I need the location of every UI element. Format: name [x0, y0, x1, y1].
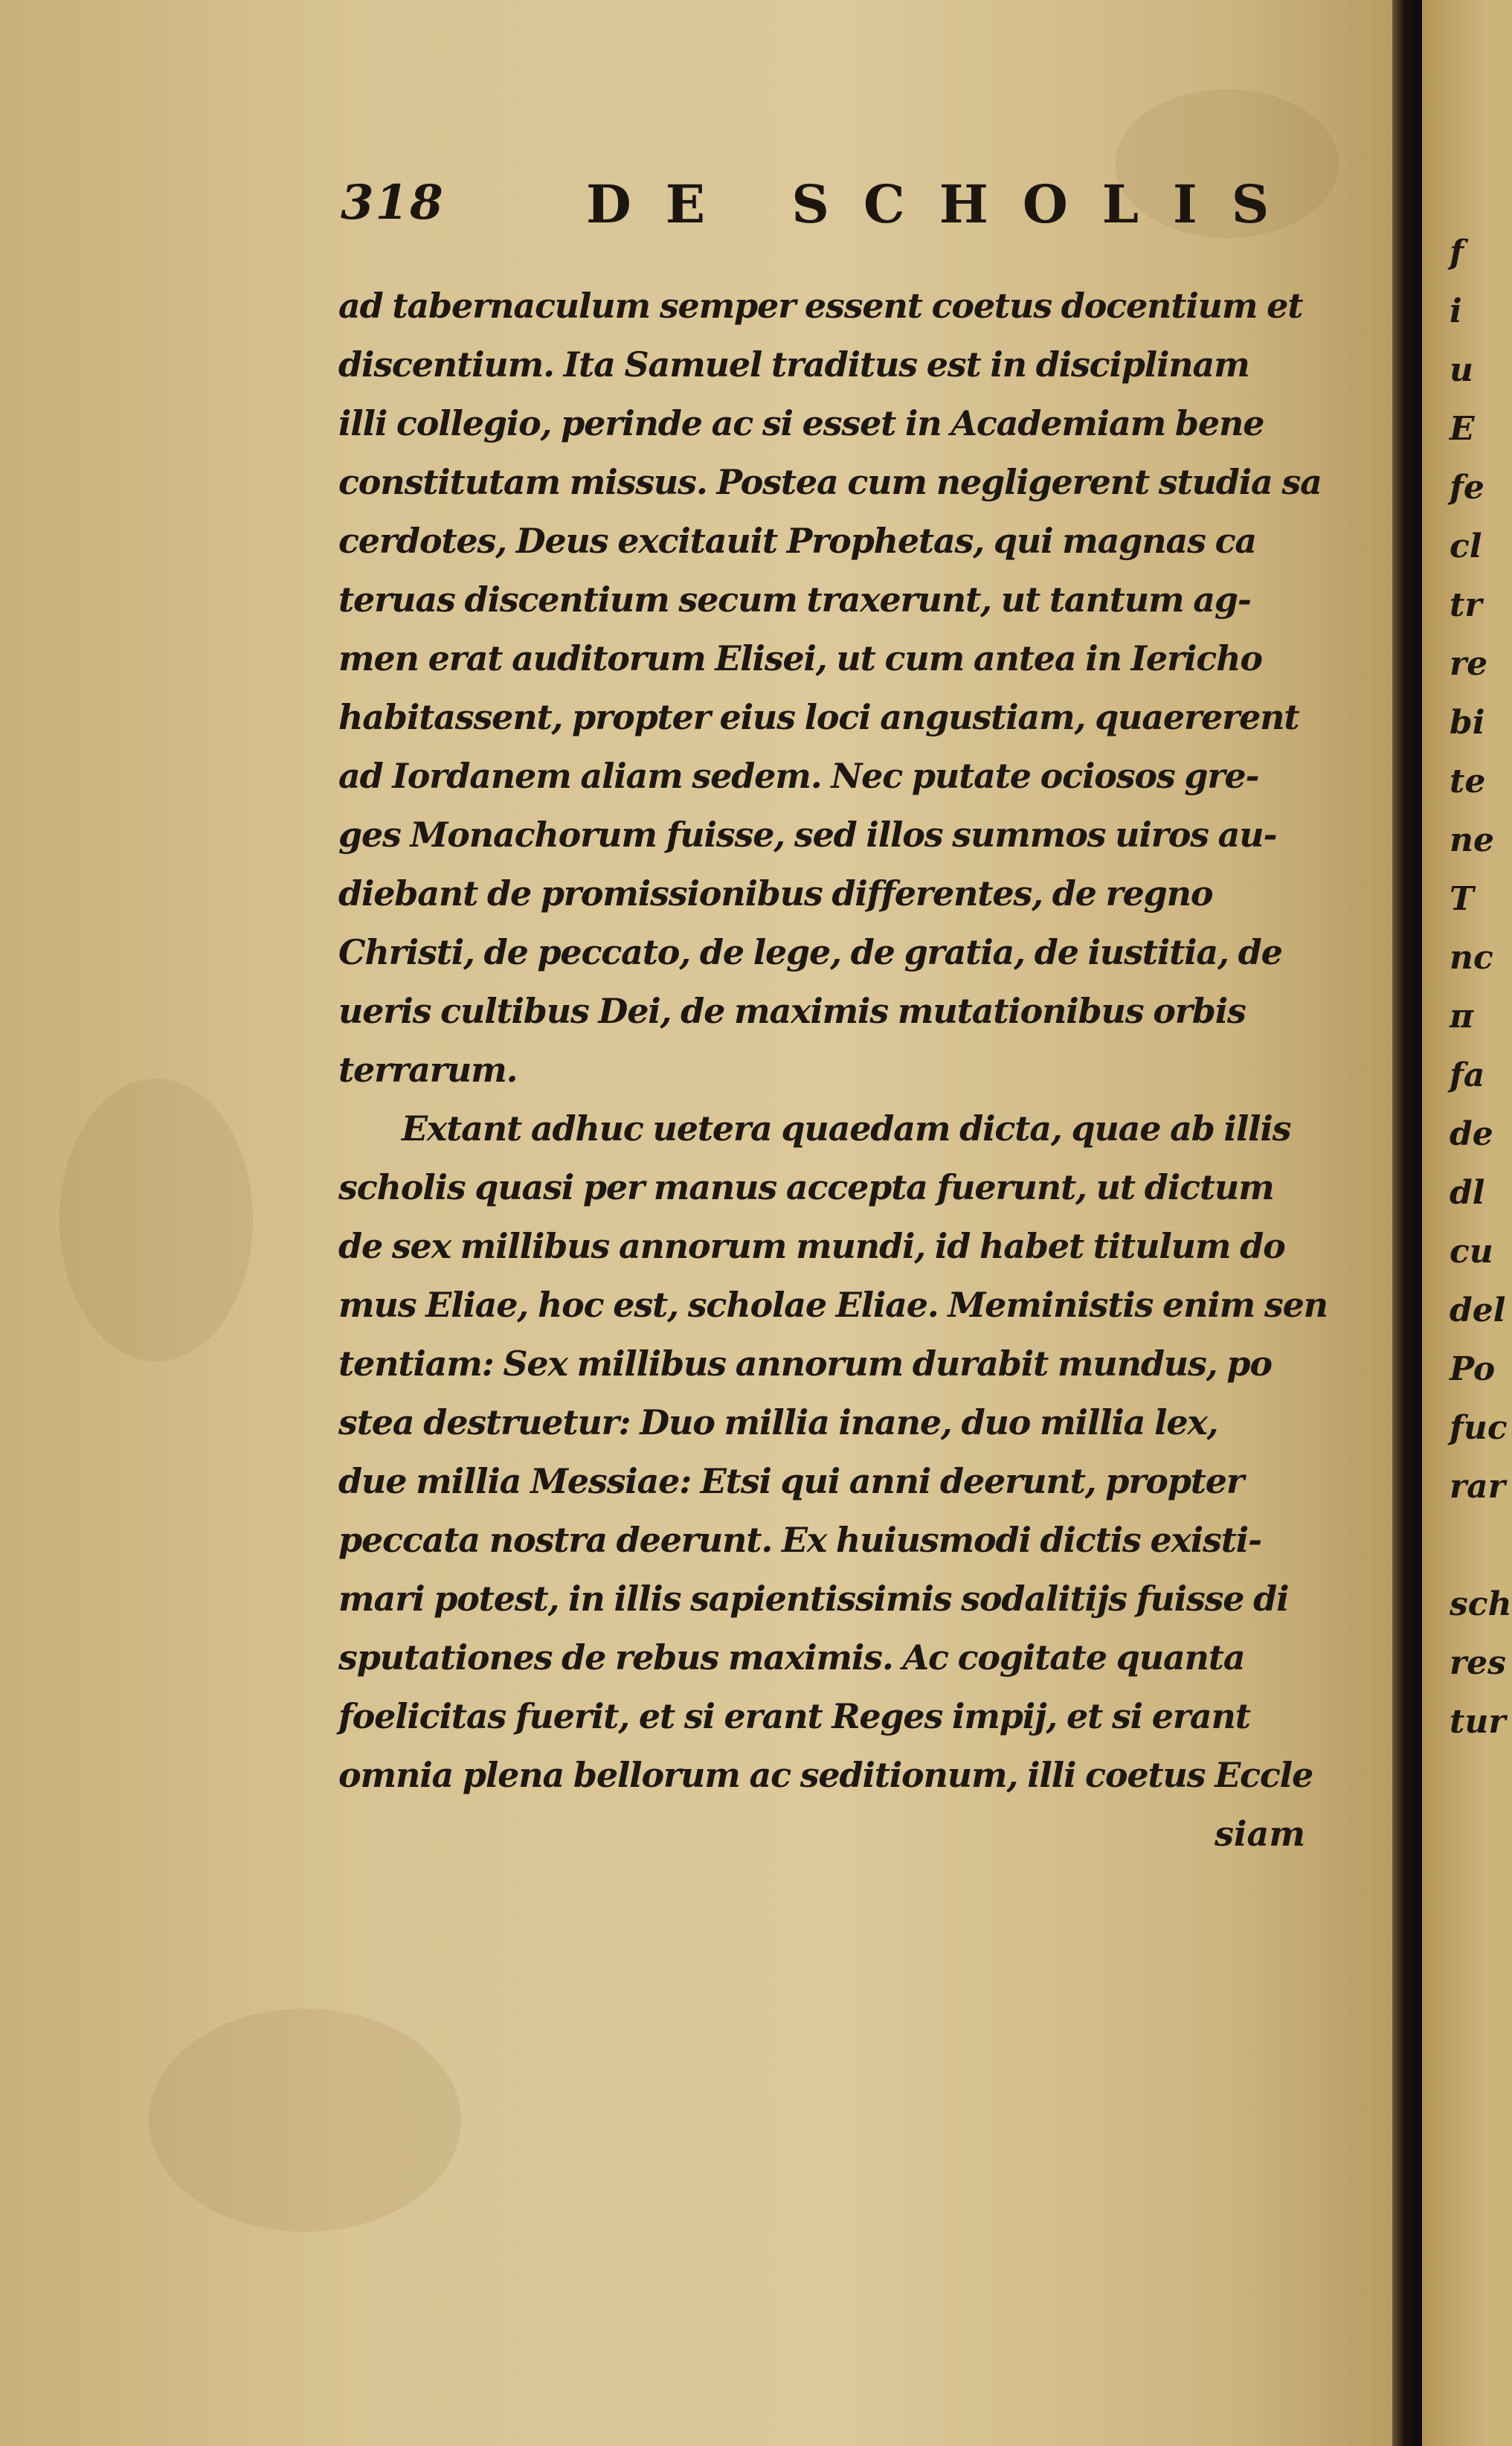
edge-fragment: rar	[1450, 1468, 1505, 1506]
text-line: diebant de promissionibus differentes, de regno	[338, 873, 1213, 914]
edge-fragment: te	[1450, 763, 1486, 800]
text-line: mari potest, in illis sapientissimis sodalitijs fuisse di	[338, 1579, 1289, 1619]
paragraph-start-line: Extant adhuc uetera quaedam dicta, quae ab illis	[402, 1108, 1291, 1149]
edge-fragment	[1439, 1516, 1499, 1575]
edge-fragment: dl	[1450, 1174, 1485, 1212]
page-header	[341, 160, 1304, 242]
text-line: scholis quasi per manus accepta fuerunt, ut dictum	[338, 1167, 1274, 1207]
edge-fragment: nc	[1450, 939, 1493, 977]
facing-page-text	[1439, 223, 1512, 1751]
edge-fragment: fuc	[1450, 1409, 1508, 1447]
text-line: constitutam missus. Postea cum negligerent studia sa	[338, 462, 1322, 502]
text-line: ueris cultibus Dei, de maximis mutationibus orbis	[338, 991, 1246, 1031]
text-line: sputationes de rebus maximis. Ac cogitate quanta	[338, 1637, 1245, 1678]
page-number: 318	[341, 175, 445, 231]
text-line: peccata nostra deerunt. Ex huiusmodi dictis existi-	[338, 1520, 1261, 1560]
edge-fragment: fe	[1450, 469, 1484, 507]
catchword: siam	[1215, 1814, 1305, 1854]
edge-fragment: Po	[1450, 1350, 1496, 1388]
edge-fragment: cu	[1450, 1233, 1493, 1271]
text-line: ad tabernaculum semper essent coetus docentium et	[338, 286, 1303, 326]
text-line: Christi, de peccato, de lege, de gratia, de iustitia, de	[338, 932, 1282, 972]
edge-fragment: sch	[1450, 1585, 1512, 1623]
edge-fragment: u	[1450, 351, 1473, 389]
edge-fragment: re	[1450, 645, 1488, 683]
text-line: ad Iordanem aliam sedem. Nec putate ociosos gre-	[338, 756, 1259, 796]
edge-fragment: fa	[1450, 1056, 1485, 1094]
text-line: omnia plena bellorum ac seditionum, illi coetus Eccle	[338, 1755, 1313, 1795]
text-line: cerdotes, Deus excitauit Prophetas, qui magnas ca	[338, 521, 1257, 561]
text-line: discentium. Ita Samuel traditus est in disciplinam	[338, 344, 1249, 385]
text-line: terrarum.	[338, 1050, 518, 1090]
text-line: teruas discentium secum traxerunt, ut tantum ag-	[338, 580, 1251, 620]
text-line: due millia Messiae: Etsi qui anni deerunt, propter	[338, 1461, 1244, 1501]
edge-fragment: res	[1450, 1644, 1506, 1682]
edge-fragment: tr	[1450, 586, 1482, 624]
text-line: tentiam: Sex millibus annorum durabit mundus, po	[338, 1344, 1272, 1384]
running-title: DE SCHOLIS	[586, 173, 1304, 235]
book-gutter	[1392, 0, 1422, 2446]
edge-fragment: cl	[1450, 527, 1482, 565]
text-line: habitassent, propter eius loci angustiam, quaererent	[338, 697, 1299, 737]
text-line: de sex millibus annorum mundi, id habet titulum do	[338, 1226, 1285, 1266]
paper-stain	[59, 1079, 253, 1361]
text-line: ges Monachorum fuisse, sed illos summos uiros au-	[338, 815, 1277, 855]
edge-fragment: tur	[1450, 1703, 1506, 1741]
paper-stain	[149, 2009, 461, 2232]
edge-fragment: f	[1450, 234, 1464, 272]
edge-fragment: ne	[1450, 821, 1494, 859]
edge-fragment: del	[1450, 1291, 1506, 1329]
text-line: illi collegio, perinde ac si esset in Academiam bene	[338, 403, 1264, 443]
edge-fragment: E	[1450, 410, 1475, 448]
body-text	[338, 277, 1350, 1864]
edge-fragment: i	[1450, 292, 1462, 330]
text-line: stea destruetur: Duo millia inane, duo millia lex,	[338, 1402, 1218, 1442]
text-line: men erat auditorum Elisei, ut cum antea in Iericho	[338, 638, 1262, 678]
edge-fragment: π	[1450, 998, 1474, 1036]
edge-fragment: bi	[1450, 704, 1485, 742]
edge-fragment: de	[1450, 1115, 1493, 1153]
text-line: foelicitas fuerit, et si erant Reges impij, et si erant	[338, 1696, 1250, 1736]
edge-fragment: T	[1450, 880, 1474, 918]
text-line: mus Eliae, hoc est, scholae Eliae. Meministis enim sen	[338, 1285, 1328, 1325]
